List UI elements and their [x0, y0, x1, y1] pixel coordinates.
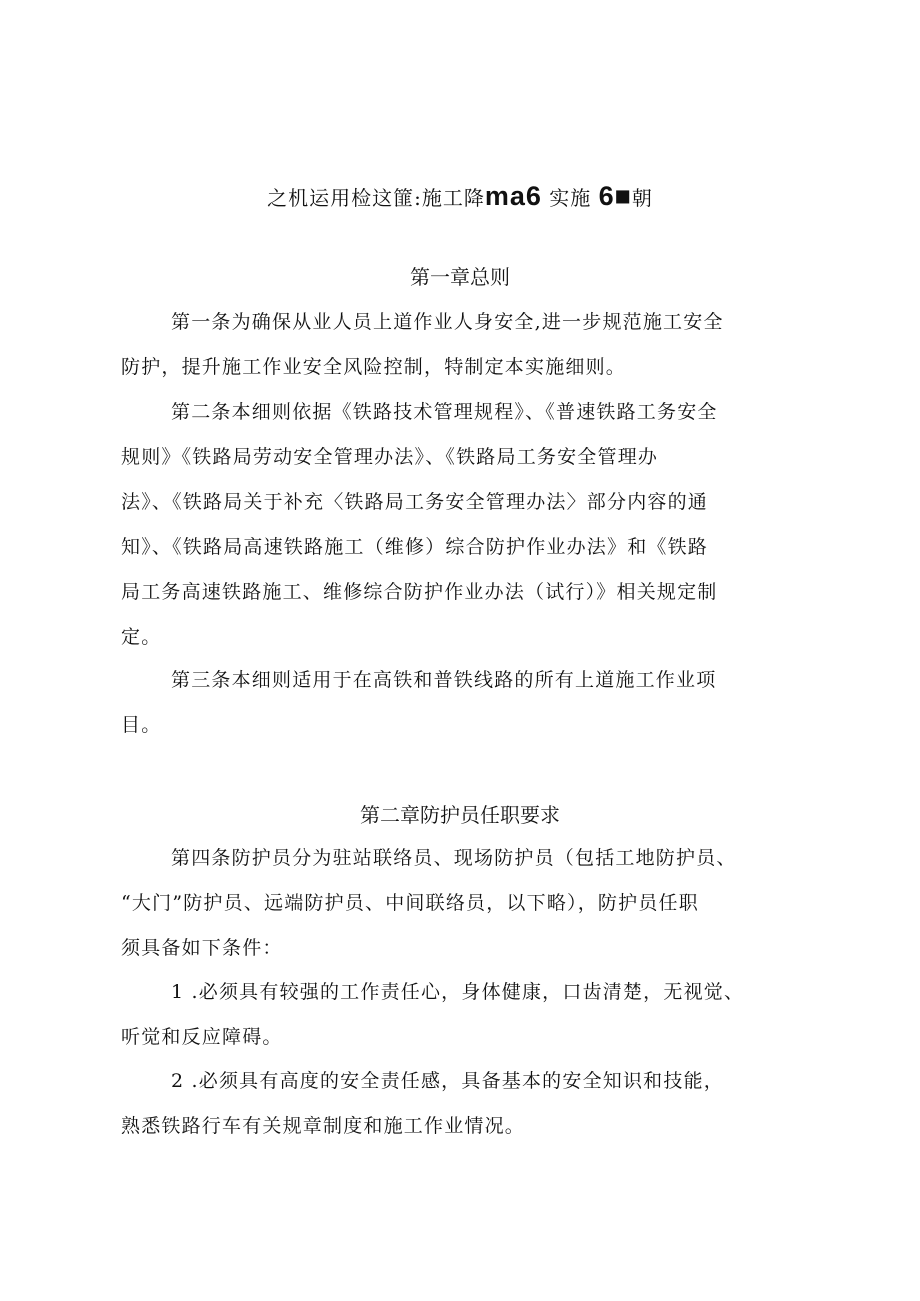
article-1: [121, 300, 821, 390]
title-part-4: 6■: [598, 181, 632, 211]
article-3-line: 目。: [121, 714, 162, 736]
article-4-line: 第四条防护员分为驻站联络员、现场防护员（包括工地防护员、: [171, 847, 737, 869]
item-1-line: 1 .必须具有较强的工作责任心，身体健康，口齿清楚，无视觉、: [171, 981, 745, 1003]
title-part-1: 之机运用检这篚:施工降: [267, 186, 485, 210]
article-4-line: “大门”防护员、远端防护员、中间联络员，以下略），防护员任职: [121, 892, 699, 914]
item-1-line: 听觉和反应障碍。: [121, 1026, 283, 1048]
article-1-line: 防护，提升施工作业安全风险控制，特制定本实施细则。: [121, 356, 627, 378]
item-2-line: 2 .必须具有高度的安全责任感，具备基本的安全知识和技能，: [171, 1070, 724, 1092]
item-2-line: 熟悉铁路行车有关规章制度和施工作业情况。: [121, 1115, 526, 1137]
item-2: [121, 1059, 821, 1149]
title-part-2: ma6: [484, 181, 542, 211]
article-2-line: 第二条本细则依据《铁路技术管理规程》、《普速铁路工务安全: [171, 401, 718, 423]
title-part-5: 朝: [631, 186, 653, 210]
title-part-3: 实施: [549, 186, 592, 210]
article-3: [121, 658, 821, 748]
article-2-line: 局工务高速铁路施工、维修综合防护作业办法（试行）》相关规定制: [121, 581, 718, 603]
chapter-1-heading: 第一章总则: [410, 265, 510, 289]
article-2-line: 定。: [121, 626, 162, 648]
item-1: [121, 970, 821, 1060]
article-4: [121, 836, 821, 971]
article-2-line: 知》、《铁路局高速铁路施工（维修）综合防护作业办法》和《铁路: [121, 536, 709, 558]
article-4-line: 须具备如下条件：: [121, 937, 283, 959]
article-1-line: 第一条为确保从业人员上道作业人身安全,进一步规范施工安全: [171, 311, 724, 333]
article-2-line: 法》、《铁路局关于补充〈铁路局工务安全管理办法〉部分内容的通: [121, 491, 709, 513]
article-3-line: 第三条本细则适用于在高铁和普铁线路的所有上道施工作业项: [171, 669, 717, 691]
article-2-line: 规则》《铁路局劳动安全管理办法》、《铁路局工务安全管理办: [121, 446, 659, 468]
chapter-2-heading: 第二章防护员任职要求: [360, 803, 560, 827]
document-title: [0, 176, 920, 218]
article-2: [121, 390, 821, 660]
